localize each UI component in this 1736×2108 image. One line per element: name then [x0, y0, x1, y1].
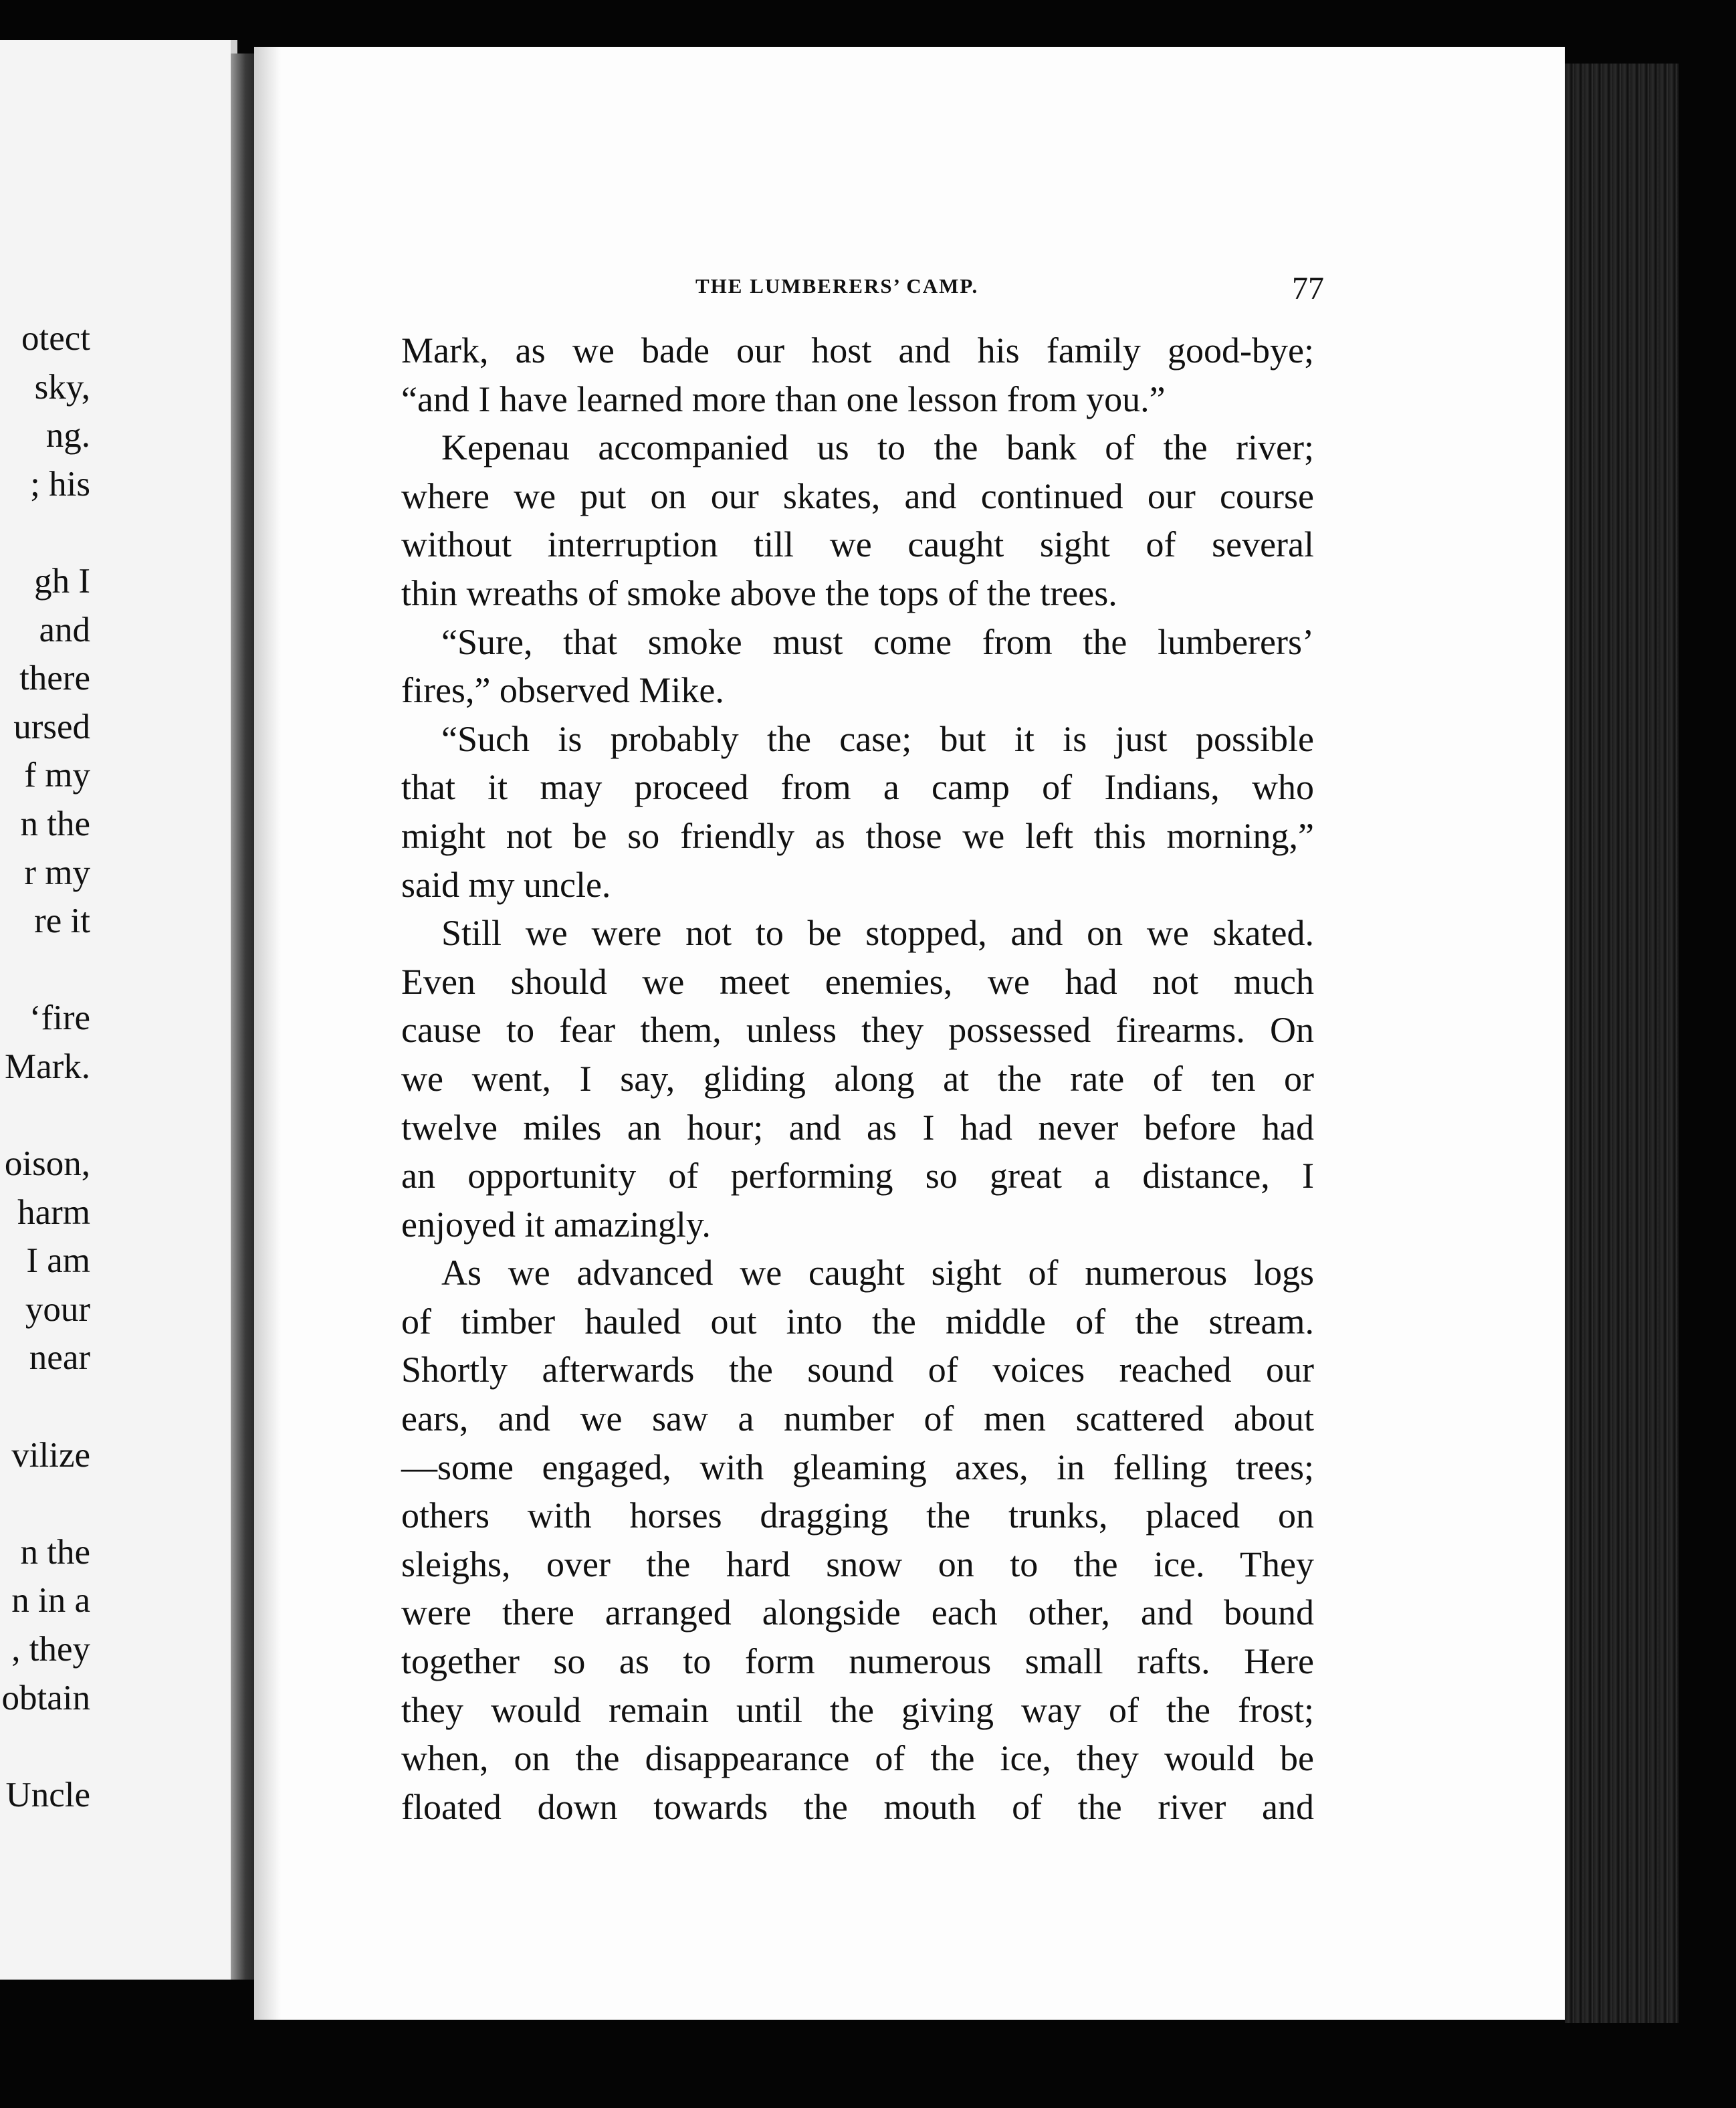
right-page-gutter-shadow [254, 47, 281, 2020]
left-text-fragment [0, 1091, 90, 1140]
text-line: Mark, as we bade our host and his family good-bye; [401, 330, 1314, 371]
left-text-fragment: n in a [11, 1581, 90, 1620]
page-number: 77 [1292, 271, 1324, 306]
text-line: As we advanced we caught sight of numerous logs [441, 1253, 1314, 1293]
left-text-fragment: ; his [30, 464, 90, 504]
text-line: Shortly afterwards the sound of voices reached our [401, 1350, 1314, 1390]
left-text-fragment: re it [34, 902, 90, 941]
left-text-fragment: and [39, 610, 90, 649]
left-text-fragment: oison, [4, 1144, 90, 1184]
text-line: together so as to form numerous small rafts. Here [401, 1641, 1314, 1682]
left-page-text-clip [0, 0, 214, 2108]
text-line: said my uncle. [401, 864, 611, 905]
text-line: when, on the disappearance of the ice, they would be [401, 1738, 1314, 1779]
left-page-text [0, 314, 90, 1819]
left-text-fragment: obtain [1, 1678, 90, 1717]
left-text-fragment: sky, [34, 367, 90, 407]
left-text-fragment [0, 1479, 90, 1528]
text-line: “Such is probably the case; but it is just possible [441, 718, 1314, 759]
text-line: were there arranged alongside each other, and bound [401, 1592, 1314, 1633]
text-line: others with horses dragging the trunks, placed on [401, 1495, 1314, 1536]
text-line: without interruption till we caught sight of several [401, 524, 1314, 565]
text-line: where we put on our skates, and continued our course [401, 476, 1314, 516]
left-text-fragment: your [25, 1289, 90, 1329]
text-line: twelve miles an hour; and as I had never before had [401, 1107, 1314, 1148]
left-text-fragment [0, 1382, 90, 1431]
left-text-fragment: n the [20, 804, 90, 843]
text-line: Still we were not to be stopped, and on we skated. [441, 913, 1314, 954]
left-text-fragment [0, 508, 90, 557]
text-line: Kepenau accompanied us to the bank of the river; [441, 427, 1314, 468]
text-line: sleighs, over the hard snow on to the ice. They [401, 1544, 1314, 1584]
left-text-fragment: , they [11, 1630, 90, 1669]
left-text-fragment: ‘fire [29, 998, 90, 1038]
left-text-fragment: near [29, 1338, 90, 1378]
left-text-fragment: otect [21, 319, 90, 358]
text-line: thin wreaths of smoke above the tops of the trees. [401, 572, 1117, 613]
text-line: ears, and we saw a number of men scattered about [401, 1398, 1314, 1439]
text-line: “and I have learned more than one lesson from you.” [401, 379, 1166, 419]
left-text-fragment: Mark. [4, 1047, 90, 1086]
running-header [695, 270, 1324, 310]
left-text-fragment: gh I [34, 561, 90, 601]
page-edges [1565, 64, 1678, 2023]
left-text-fragment: ng. [45, 416, 90, 455]
left-text-fragment: f my [24, 756, 90, 795]
left-text-fragment: harm [17, 1192, 90, 1232]
left-text-fragment: ursed [13, 707, 90, 746]
text-line: —some engaged, with gleaming axes, in felling trees; [401, 1447, 1314, 1487]
left-text-fragment: there [19, 659, 90, 698]
text-line: they would remain until the giving way of the frost; [401, 1689, 1314, 1730]
text-line: Even should we meet enemies, we had not much [401, 961, 1314, 1002]
left-text-fragment: r my [24, 853, 90, 892]
body-text [401, 326, 1314, 1831]
running-title: THE LUMBERERS’ CAMP. [695, 274, 979, 298]
left-text-fragment [0, 946, 90, 994]
text-line: floated down towards the mouth of the river and [401, 1786, 1314, 1827]
text-line: we went, I say, gliding along at the rate of ten or [401, 1058, 1314, 1099]
text-line: of timber hauled out into the middle of the stream. [401, 1301, 1314, 1342]
left-text-fragment [0, 1722, 90, 1771]
text-line: that it may proceed from a camp of Indians, who [401, 767, 1314, 808]
text-line: cause to fear them, unless they possessed firearms. On [401, 1010, 1314, 1051]
left-text-fragment: n the [20, 1532, 90, 1572]
text-line: fires,” observed Mike. [401, 670, 724, 711]
text-line: might not be so friendly as those we left this morning,” [401, 815, 1314, 856]
text-line: enjoyed it amazingly. [401, 1204, 711, 1245]
left-text-fragment: vilize [11, 1435, 90, 1475]
left-text-fragment: Uncle [5, 1775, 90, 1814]
left-text-fragment: I am [26, 1241, 90, 1281]
text-line: “Sure, that smoke must come from the lumberers’ [441, 621, 1314, 662]
text-line: an opportunity of performing so great a distance, I [401, 1156, 1314, 1196]
